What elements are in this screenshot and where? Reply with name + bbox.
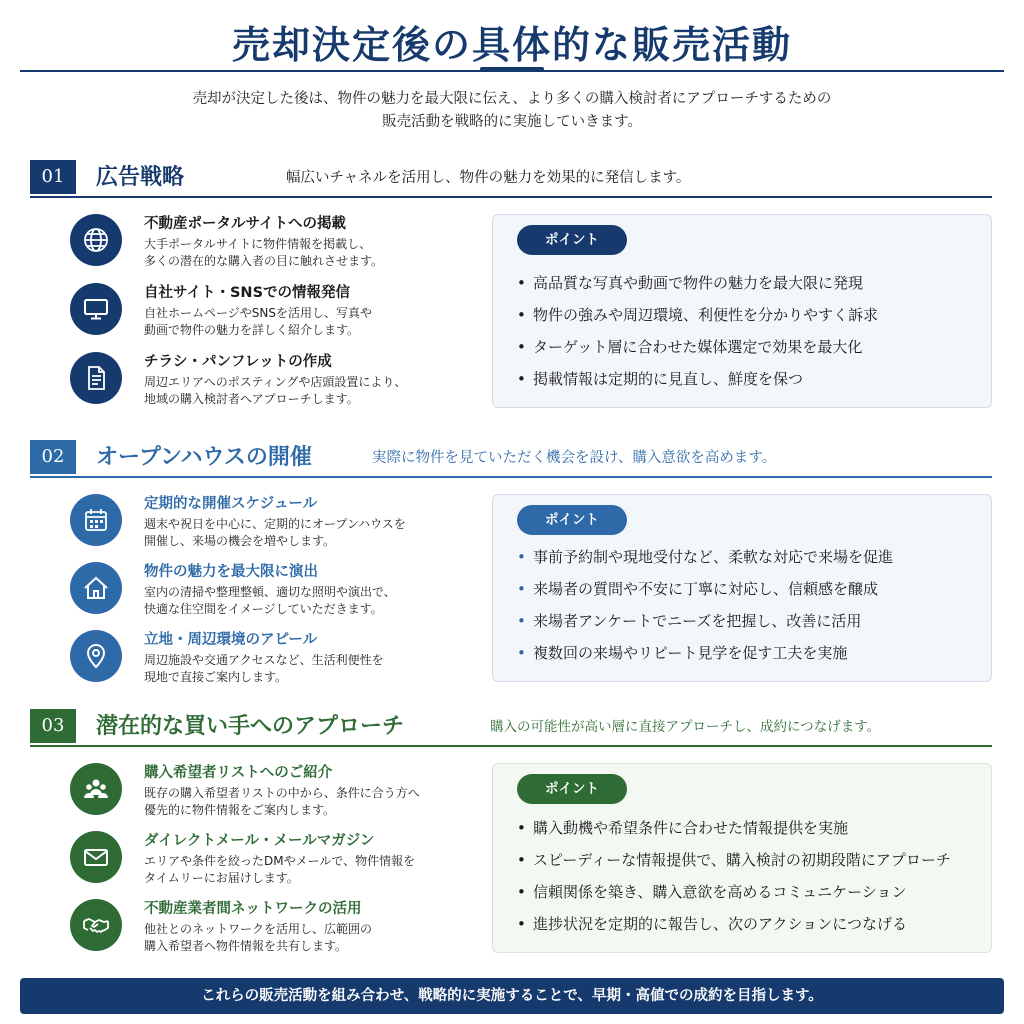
point-text: ターゲット層に合わせた媒体選定で効果を最大化 [533, 338, 863, 356]
point-item: • 来場者アンケートでニーズを把握し、改善に活用 [517, 612, 862, 630]
item-description-line: 周辺施設や交通アクセスなど、生活利便性を [144, 653, 384, 667]
section-subtitle: 実際に物件を見ていただく機会を設け、購入意欲を高めます。 [372, 450, 777, 466]
item-description-line: 週末や祝日を中心に、定期的にオープンハウスを [144, 517, 406, 531]
item-description-line: 快適な住空間をイメージしていただきます。 [144, 602, 383, 616]
item-description-line: 周辺エリアへのポスティングや店頭設置により、 [144, 375, 407, 389]
list-item [70, 630, 480, 690]
point-item: • 信頼関係を築き、購入意欲を高めるコミュニケーション [517, 883, 907, 901]
point-item: • スピーディーな情報提供で、購入検討の初期段階にアプローチ [517, 851, 951, 869]
point-text: 複数回の来場やリピート見学を促す工夫を実施 [533, 644, 848, 662]
list-item [70, 763, 480, 823]
point-text: 来場者アンケートでニーズを把握し、改善に活用 [533, 612, 862, 630]
point-text: 物件の強みや周辺環境、利便性を分かりやすく訴求 [533, 306, 879, 324]
house-icon [70, 562, 122, 614]
points-list [517, 541, 893, 669]
section-title: オープンハウスの開催 [96, 444, 312, 470]
points-list [517, 267, 878, 395]
section-title: 広告戦略 [96, 164, 185, 190]
section-number: 01 [30, 160, 76, 194]
points-list [517, 812, 951, 940]
section-divider [30, 476, 992, 478]
item-heading: 自社サイト・SNSでの情報発信 [144, 285, 351, 301]
intro-line-1: 売却が決定した後は、物件の魅力を最大限に伝え、より多くの購入検討者にアプローチするための [192, 91, 832, 107]
item-description [144, 305, 372, 339]
location-pin-icon [70, 630, 122, 682]
point-item: • 購入動機や希望条件に合わせた情報提供を実施 [517, 819, 849, 837]
item-heading: チラシ・パンフレットの作成 [144, 354, 332, 370]
section-divider [30, 196, 992, 198]
point-text: 事前予約制や現地受付など、柔軟な対応で来場を促進 [533, 548, 894, 566]
list-item [70, 214, 480, 274]
item-description-line: 他社とのネットワークを活用し、広範囲の [144, 922, 373, 936]
people-icon [70, 763, 122, 815]
title-accent-bar [480, 67, 544, 72]
item-description [144, 374, 406, 408]
item-description-line: 室内の清掃や整理整頓、適切な照明や演出で、 [144, 585, 396, 599]
point-item: • 複数回の来場やリピート見学を促す工夫を実施 [517, 644, 848, 662]
point-badge: ポイント [517, 774, 627, 804]
item-description-line: 優先的に物件情報をご案内します。 [144, 803, 336, 817]
item-description-line: 動画で物件の魅力を詳しく紹介します。 [144, 323, 360, 337]
list-item [70, 562, 480, 622]
section-subtitle: 幅広いチャネルを活用し、物件の魅力を効果的に発信します。 [286, 170, 691, 186]
envelope-icon [70, 831, 122, 883]
item-heading: 不動産ポータルサイトへの掲載 [144, 216, 346, 232]
point-item: • ターゲット層に合わせた媒体選定で効果を最大化 [517, 338, 863, 356]
item-description-line: エリアや条件を絞ったDMやメールで、物件情報を [144, 854, 416, 868]
item-heading: ダイレクトメール・メールマガジン [144, 833, 375, 849]
item-description-line: 既存の購入希望者リストの中から、条件に合う方へ [144, 786, 420, 800]
footer-banner: これらの販売活動を組み合わせ、戦略的に実施することで、早期・高値での成約を目指します。 [20, 978, 1004, 1014]
calendar-icon [70, 494, 122, 546]
point-text: スピーディーな情報提供で、購入検討の初期段階にアプローチ [533, 851, 951, 869]
item-heading: 購入希望者リストへのご紹介 [144, 765, 333, 781]
point-text: 購入動機や希望条件に合わせた情報提供を実施 [533, 819, 849, 837]
section-subtitle: 購入の可能性が高い層に直接アプローチし、成約につなげます。 [490, 719, 881, 735]
monitor-icon [70, 283, 122, 335]
item-description-line: 多くの潜在的な購入者の目に触れさせます。 [144, 254, 384, 268]
item-description-line: 自社ホームページやSNSを活用し、写真や [144, 306, 372, 320]
handshake-icon [70, 899, 122, 951]
point-item: • 事前予約制や現地受付など、柔軟な対応で来場を促進 [517, 548, 894, 566]
point-item: • 物件の強みや周辺環境、利便性を分かりやすく訴求 [517, 306, 879, 324]
item-description-line: 大手ポータルサイトに物件情報を掲載し、 [144, 237, 372, 251]
section-02-header [30, 438, 992, 478]
point-item: • 来場者の質問や不安に丁寧に対応し、信頼感を醸成 [517, 580, 879, 598]
item-description [144, 921, 372, 955]
intro-text [0, 88, 1024, 134]
section-title: 潜在的な買い手へのアプローチ [96, 713, 405, 739]
item-description-line: タイムリーにお届けします。 [144, 871, 299, 885]
points-panel [492, 763, 992, 953]
item-description [144, 236, 383, 270]
point-item: • 掲載情報は定期的に見直し、鮮度を保つ [517, 370, 804, 388]
item-description [144, 785, 420, 819]
point-badge: ポイント [517, 505, 627, 535]
point-text: 来場者の質問や不安に丁寧に対応し、信頼感を醸成 [533, 580, 879, 598]
point-badge: ポイント [517, 225, 627, 255]
point-text: 高品質な写真や動画で物件の魅力を最大限に発現 [533, 274, 864, 292]
section-divider [30, 745, 992, 747]
section-number: 02 [30, 440, 76, 474]
list-item [70, 283, 480, 343]
point-text: 進捗状況を定期的に報告し、次のアクションにつなげる [533, 915, 907, 933]
item-description [144, 652, 384, 686]
section-01-header [30, 158, 992, 198]
flyer-icon [70, 352, 122, 404]
item-description-line: 購入希望者へ物件情報を共有します。 [144, 939, 348, 953]
points-panel [492, 494, 992, 682]
section-03-header [30, 707, 992, 747]
list-item [70, 831, 480, 891]
item-description-line: 現地で直接ご案内します。 [144, 670, 288, 684]
list-item [70, 494, 480, 554]
point-item: • 進捗状況を定期的に報告し、次のアクションにつなげる [517, 915, 907, 933]
item-description [144, 853, 415, 887]
point-text: 掲載情報は定期的に見直し、鮮度を保つ [533, 370, 804, 388]
intro-line-2: 販売活動を戦略的に実施していきます。 [382, 114, 642, 130]
point-item: • 高品質な写真や動画で物件の魅力を最大限に発現 [517, 274, 864, 292]
item-description [144, 516, 406, 550]
item-heading: 不動産業者間ネットワークの活用 [144, 901, 362, 917]
section-number: 03 [30, 709, 76, 743]
point-text: 信頼関係を築き、購入意欲を高めるコミュニケーション [533, 883, 907, 901]
item-description-line: 開催し、来場の機会を増やします。 [144, 534, 336, 548]
item-heading: 物件の魅力を最大限に演出 [144, 564, 318, 580]
item-description-line: 地域の購入検討者へアプローチします。 [144, 392, 359, 406]
globe-icon [70, 214, 122, 266]
page-title: 売却決定後の具体的な販売活動 [231, 22, 792, 67]
list-item [70, 352, 480, 412]
item-heading: 立地・周辺環境のアピール [144, 632, 318, 648]
item-description [144, 584, 396, 618]
list-item [70, 899, 480, 959]
item-heading: 定期的な開催スケジュール [144, 496, 318, 512]
points-panel [492, 214, 992, 408]
